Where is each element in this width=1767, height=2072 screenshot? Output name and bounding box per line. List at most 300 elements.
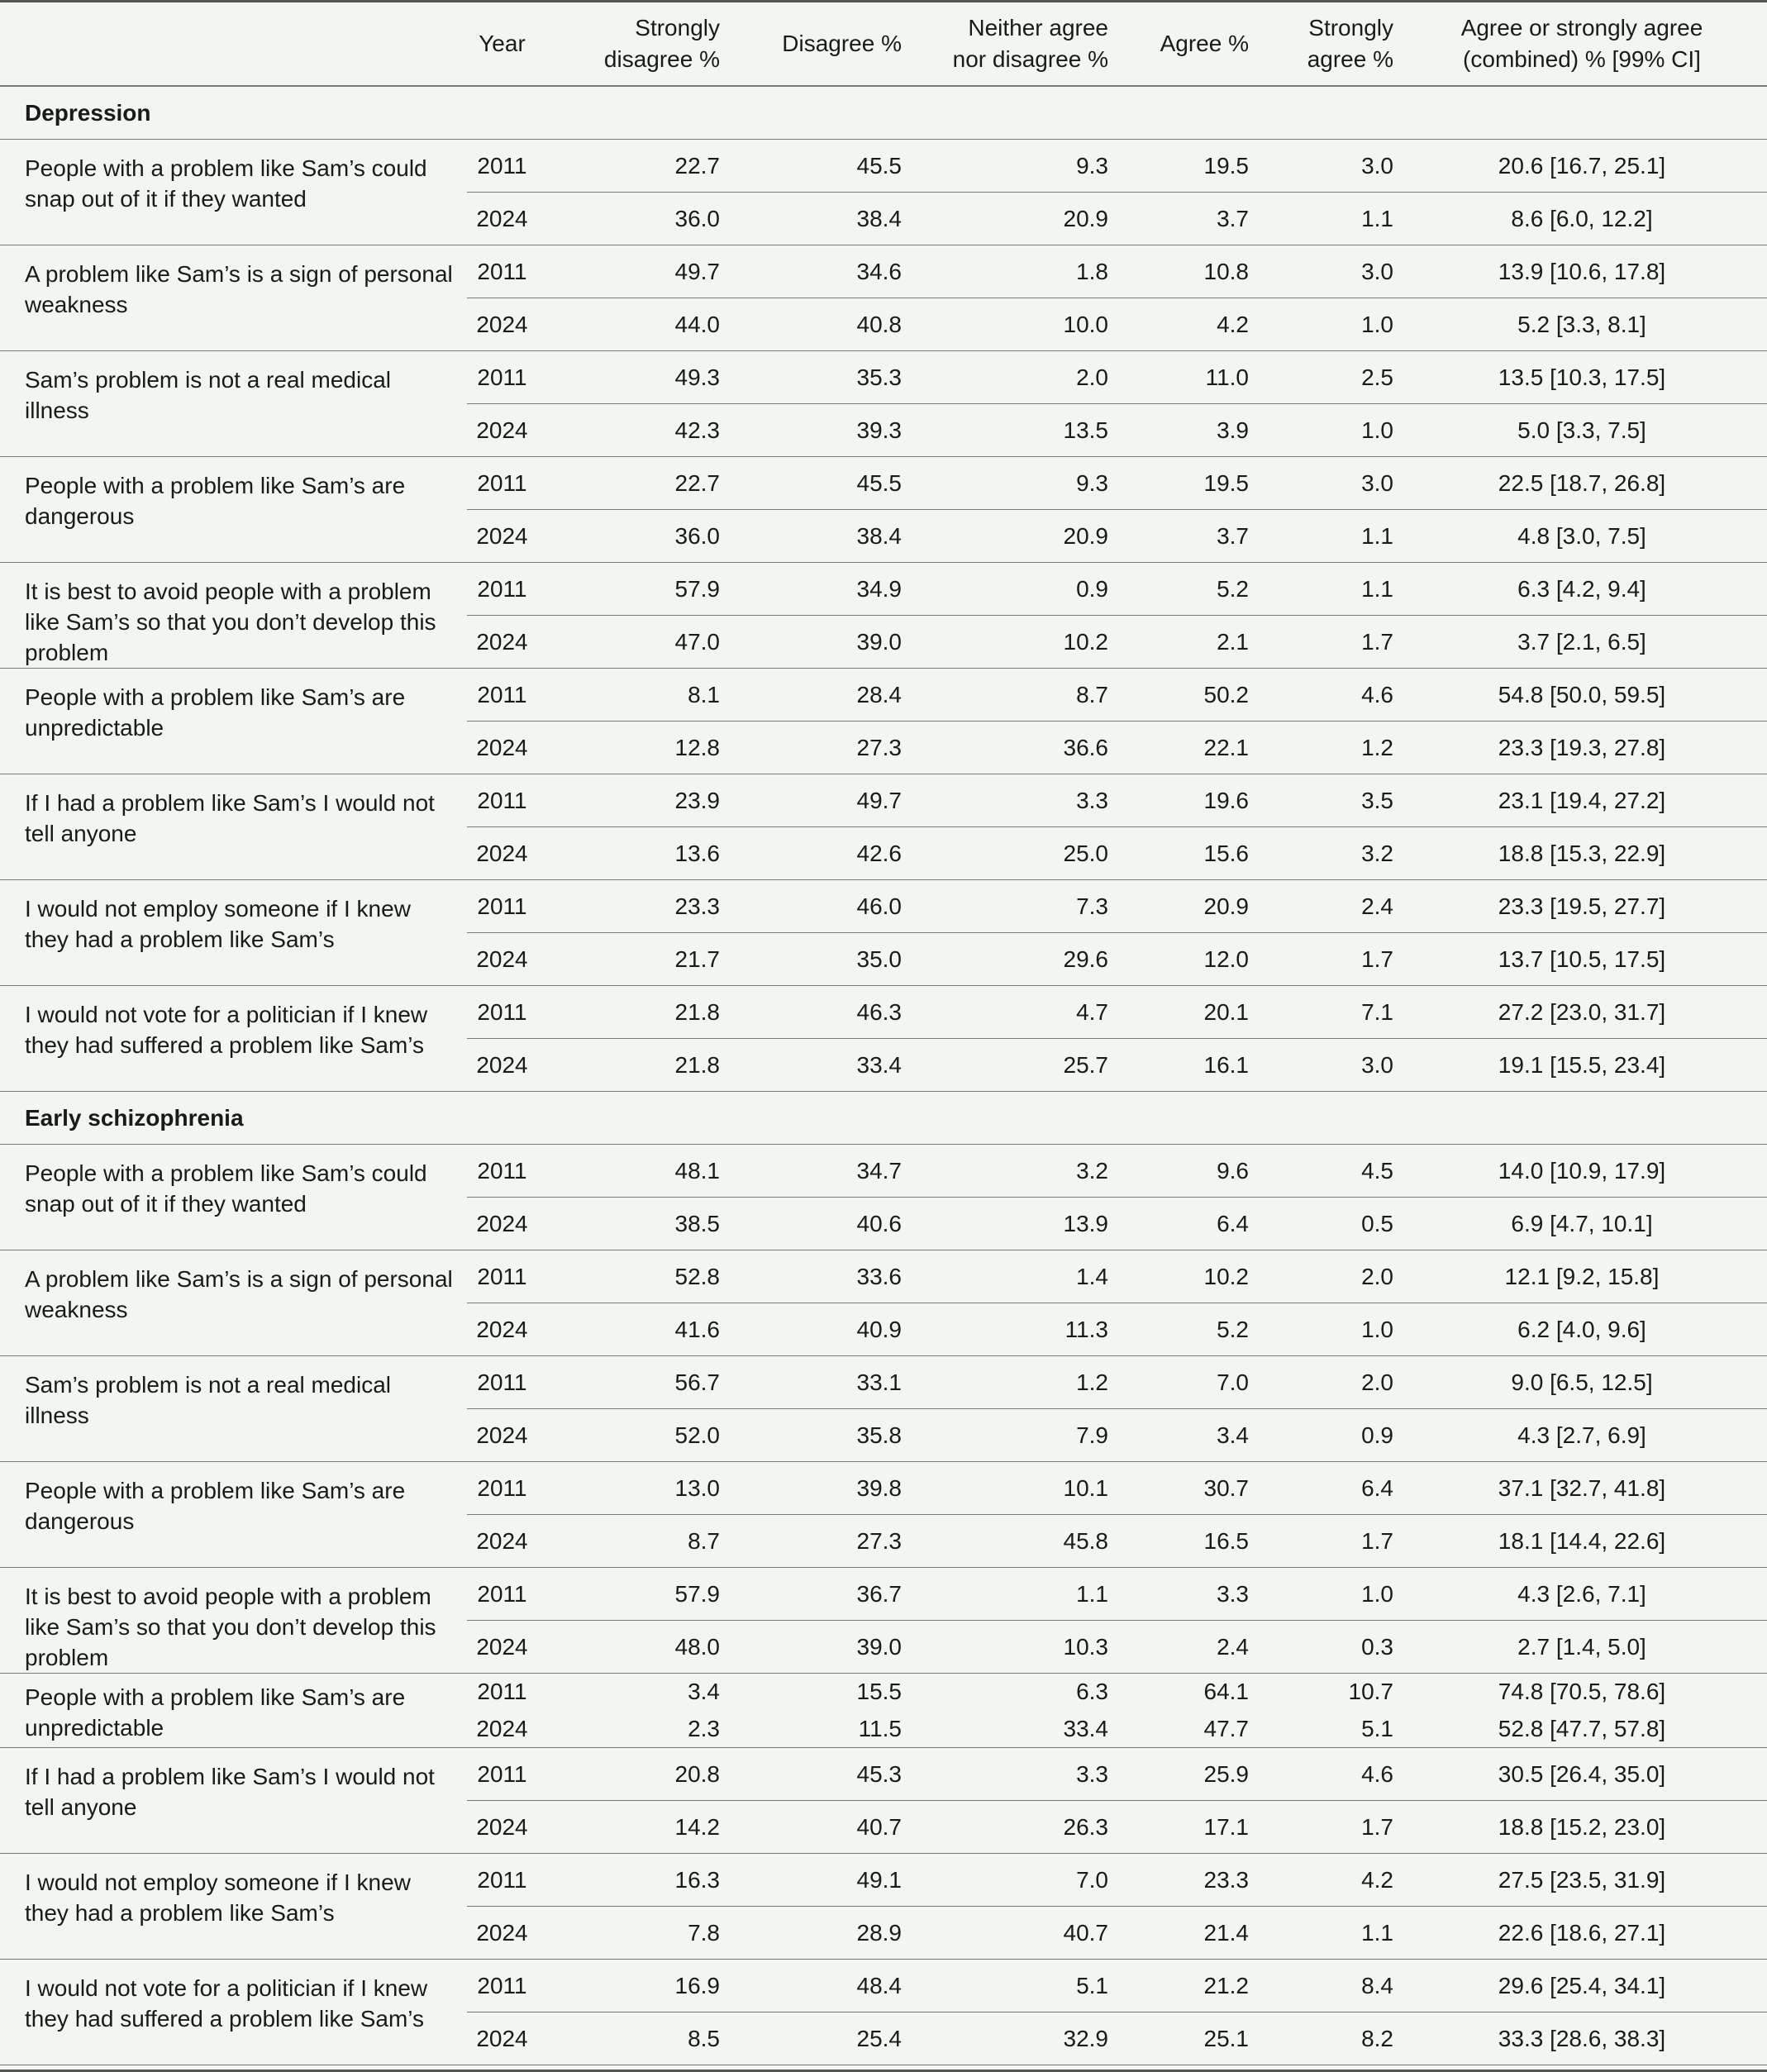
combined-cell: 13.7 [10.5, 17.5]: [1405, 932, 1767, 985]
year-cell: 2011: [467, 668, 537, 721]
agree-cell: 12.0: [1120, 932, 1260, 985]
strongly-agree-cell: 7.1: [1260, 985, 1405, 1038]
strongly-disagree-cell: 48.0: [537, 1620, 731, 1673]
strongly-agree-cell: 1.2: [1260, 721, 1405, 774]
table-row: [0, 350, 1767, 403]
neither-cell: 3.2: [913, 1144, 1120, 1197]
neither-cell: 4.7: [913, 985, 1120, 1038]
disagree-cell: 38.4: [731, 509, 913, 562]
disagree-cell: 34.9: [731, 562, 913, 615]
year-cell: 2011: [467, 1959, 537, 2012]
disagree-cell: 25.4: [731, 2012, 913, 2065]
agree-cell: 19.5: [1120, 456, 1260, 509]
combined-cell: 27.2 [23.0, 31.7]: [1405, 985, 1767, 1038]
year-cell: 2011: [467, 1567, 537, 1620]
strongly-disagree-cell: 12.8: [537, 721, 731, 774]
neither-cell: 7.9: [913, 1408, 1120, 1461]
combined-cell: 52.8 [47.7, 57.8]: [1405, 1710, 1767, 1747]
year-cell: 2011: [467, 1461, 537, 1514]
combined-cell: 2.7 [1.4, 5.0]: [1405, 1620, 1767, 1673]
combined-cell: 6.9 [4.7, 10.1]: [1405, 1197, 1767, 1250]
disagree-cell: 39.8: [731, 1461, 913, 1514]
disagree-cell: 39.3: [731, 403, 913, 456]
strongly-disagree-cell: 42.3: [537, 403, 731, 456]
statement-label: It is best to avoid people with a problem like Sam’s so that you don’t develop this problem: [0, 1567, 467, 1673]
strongly-disagree-cell: 47.0: [537, 615, 731, 668]
combined-cell: 23.3 [19.5, 27.7]: [1405, 879, 1767, 932]
neither-cell: 8.7: [913, 668, 1120, 721]
combined-cell: 13.9 [10.6, 17.8]: [1405, 245, 1767, 298]
table-header: [0, 2, 1767, 86]
year-cell: 2024: [467, 826, 537, 879]
strongly-disagree-cell: 22.7: [537, 139, 731, 192]
strongly-agree-cell: 1.0: [1260, 1567, 1405, 1620]
agree-cell: 30.7: [1120, 1461, 1260, 1514]
strongly-disagree-cell: 16.3: [537, 1853, 731, 1906]
table-row: [0, 562, 1767, 615]
neither-cell: 7.3: [913, 879, 1120, 932]
year-cell: 2011: [467, 245, 537, 298]
neither-cell: 1.1: [913, 1567, 1120, 1620]
neither-cell: 25.0: [913, 826, 1120, 879]
agree-cell: 23.3: [1120, 1853, 1260, 1906]
disagree-cell: 28.4: [731, 668, 913, 721]
section-title: Early schizophrenia: [0, 1091, 1767, 1144]
agree-cell: 2.1: [1120, 615, 1260, 668]
year-cell: 2024: [467, 1408, 537, 1461]
combined-cell: 13.5 [10.3, 17.5]: [1405, 350, 1767, 403]
agree-cell: 2.4: [1120, 1620, 1260, 1673]
neither-cell: 10.0: [913, 298, 1120, 350]
strongly-agree-cell: 1.0: [1260, 298, 1405, 350]
strongly-agree-cell: 3.5: [1260, 774, 1405, 826]
combined-cell: 18.8 [15.2, 23.0]: [1405, 1800, 1767, 1853]
agree-cell: 10.2: [1120, 1250, 1260, 1303]
combined-cell: 19.1 [15.5, 23.4]: [1405, 1038, 1767, 1091]
strongly-agree-cell: 0.5: [1260, 1197, 1405, 1250]
year-cell: 2024: [467, 1906, 537, 1959]
agree-cell: 3.9: [1120, 403, 1260, 456]
combined-cell: 30.5 [26.4, 35.0]: [1405, 1747, 1767, 1800]
strongly-agree-cell: 3.0: [1260, 1038, 1405, 1091]
strongly-agree-cell: 0.3: [1260, 1620, 1405, 1673]
year-cell: 2024: [467, 1800, 537, 1853]
agree-cell: 21.2: [1120, 1959, 1260, 2012]
disagree-cell: 35.8: [731, 1408, 913, 1461]
year-cell: 2011: [467, 1747, 537, 1800]
strongly-disagree-cell: 16.9: [537, 1959, 731, 2012]
strongly-disagree-cell: 21.8: [537, 985, 731, 1038]
strongly-disagree-cell: 21.7: [537, 932, 731, 985]
disagree-cell: 45.5: [731, 456, 913, 509]
strongly-agree-cell: 4.6: [1260, 668, 1405, 721]
strongly-disagree-cell: 48.1: [537, 1144, 731, 1197]
table-row: [0, 1673, 1767, 1710]
year-cell: 2024: [467, 2012, 537, 2065]
table-row: [0, 1355, 1767, 1408]
year-cell: 2024: [467, 192, 537, 245]
strongly-disagree-cell: 22.7: [537, 456, 731, 509]
strongly-disagree-cell: 7.8: [537, 1906, 731, 1959]
agree-cell: 7.0: [1120, 1355, 1260, 1408]
strongly-agree-cell: 1.7: [1260, 615, 1405, 668]
table-row: [0, 985, 1767, 1038]
strongly-agree-cell: 4.5: [1260, 1144, 1405, 1197]
strongly-disagree-cell: 23.9: [537, 774, 731, 826]
combined-cell: 12.1 [9.2, 15.8]: [1405, 1250, 1767, 1303]
agree-cell: 3.3: [1120, 1567, 1260, 1620]
statement-label: A problem like Sam’s is a sign of personal weakness: [0, 1250, 467, 1355]
disagree-cell: 33.6: [731, 1250, 913, 1303]
year-cell: 2024: [467, 403, 537, 456]
strongly-agree-cell: 1.1: [1260, 1906, 1405, 1959]
agree-cell: 19.5: [1120, 139, 1260, 192]
strongly-disagree-cell: 49.7: [537, 245, 731, 298]
combined-cell: 14.0 [10.9, 17.9]: [1405, 1144, 1767, 1197]
combined-cell: 6.2 [4.0, 9.6]: [1405, 1303, 1767, 1355]
strongly-disagree-cell: 14.2: [537, 1800, 731, 1853]
strongly-agree-cell: 1.7: [1260, 1800, 1405, 1853]
year-cell: 2011: [467, 985, 537, 1038]
table-row: [0, 245, 1767, 298]
disagree-cell: 40.6: [731, 1197, 913, 1250]
agree-cell: 5.2: [1120, 562, 1260, 615]
year-cell: 2011: [467, 879, 537, 932]
combined-cell: 5.0 [3.3, 7.5]: [1405, 403, 1767, 456]
year-cell: 2024: [467, 509, 537, 562]
combined-cell: 4.8 [3.0, 7.5]: [1405, 509, 1767, 562]
strongly-disagree-cell: 41.6: [537, 1303, 731, 1355]
strongly-agree-cell: 1.1: [1260, 562, 1405, 615]
strongly-disagree-cell: 20.8: [537, 1747, 731, 1800]
statement-label: People with a problem like Sam’s could snap out of it if they wanted: [0, 139, 467, 245]
disagree-cell: 36.7: [731, 1567, 913, 1620]
disagree-cell: 35.0: [731, 932, 913, 985]
year-cell: 2024: [467, 721, 537, 774]
table-row: [0, 1567, 1767, 1620]
year-cell: 2011: [467, 139, 537, 192]
disagree-cell: 15.5: [856, 1679, 902, 1705]
strongly-disagree-cell: 56.7: [537, 1355, 731, 1408]
agree-cell: 5.2: [1120, 1303, 1260, 1355]
agree-cell: 4.2: [1120, 298, 1260, 350]
section-heading-row: [0, 1091, 1767, 1144]
neither-cell: 1.4: [913, 1250, 1120, 1303]
table-row: [0, 1959, 1767, 2012]
strongly-agree-cell: 4.2: [1260, 1853, 1405, 1906]
agree-cell: 25.1: [1120, 2012, 1260, 2065]
combined-cell: 37.1 [32.7, 41.8]: [1405, 1461, 1767, 1514]
neither-cell: 10.2: [913, 615, 1120, 668]
strongly-disagree-cell: 8.1: [537, 668, 731, 721]
year-cell: 2024: [467, 932, 537, 985]
statement-label: People with a problem like Sam’s are unpredictable: [0, 668, 467, 774]
strongly-disagree-cell: 44.0: [537, 298, 731, 350]
strongly-disagree-cell: 52.8: [537, 1250, 731, 1303]
header-neither: Neither agree nor disagree %: [913, 2, 1120, 86]
disagree-cell: 40.9: [731, 1303, 913, 1355]
disagree-cell: 39.0: [731, 615, 913, 668]
disagree-cell: 40.8: [731, 298, 913, 350]
year-cell: 2011: [467, 562, 537, 615]
year-cell: 2011: [467, 774, 537, 826]
section-heading-row: [0, 86, 1767, 139]
strongly-agree-cell: 8.2: [1260, 2012, 1405, 2065]
agree-cell: 3.4: [1120, 1408, 1260, 1461]
agree-cell: 20.9: [1120, 879, 1260, 932]
neither-cell: 6.3: [1076, 1679, 1108, 1705]
strongly-disagree-cell: 57.9: [537, 562, 731, 615]
agree-cell: 16.5: [1120, 1514, 1260, 1567]
strongly-disagree-cell: 8.5: [537, 2012, 731, 2065]
combined-cell: 74.8 [70.5, 78.6]: [1498, 1679, 1666, 1705]
combined-cell: 22.5 [18.7, 26.8]: [1405, 456, 1767, 509]
disagree-cell: 46.3: [731, 985, 913, 1038]
disagree-cell: 45.3: [731, 1747, 913, 1800]
strongly-agree-cell: 1.1: [1260, 192, 1405, 245]
strongly-agree-cell: 1.0: [1260, 403, 1405, 456]
agree-cell: 3.7: [1120, 192, 1260, 245]
header-item: [0, 2, 467, 86]
strongly-agree-cell: 1.7: [1260, 1514, 1405, 1567]
disagree-cell: 34.7: [731, 1144, 913, 1197]
statement-label: It is best to avoid people with a problem like Sam’s so that you don’t develop this problem: [0, 562, 467, 668]
statement-label: People with a problem like Sam’s could snap out of it if they wanted: [0, 1144, 467, 1250]
agree-cell: 11.0: [1120, 350, 1260, 403]
year-cell: 2011: [467, 1250, 537, 1303]
combined-cell: 5.2 [3.3, 8.1]: [1405, 298, 1767, 350]
neither-cell: 7.0: [913, 1853, 1120, 1906]
strongly-agree-cell: 8.4: [1260, 1959, 1405, 2012]
year-cell: 2024: [467, 1303, 537, 1355]
agree-cell: 64.1: [1203, 1679, 1249, 1705]
neither-cell: 20.9: [913, 192, 1120, 245]
strongly-disagree-cell: 49.3: [537, 350, 731, 403]
strongly-agree-cell: 3.2: [1260, 826, 1405, 879]
neither-cell: 1.2: [913, 1355, 1120, 1408]
year-cell: 2011: [467, 1355, 537, 1408]
table-row: [0, 668, 1767, 721]
neither-cell: 45.8: [913, 1514, 1120, 1567]
table-row: [0, 456, 1767, 509]
neither-cell: 2.0: [913, 350, 1120, 403]
strongly-agree-cell: 1.7: [1260, 932, 1405, 985]
table-row: [0, 1853, 1767, 1906]
statement-label: Sam’s problem is not a real medical illness: [0, 1355, 467, 1461]
combined-cell: 18.1 [14.4, 22.6]: [1405, 1514, 1767, 1567]
neither-cell: 5.1: [913, 1959, 1120, 2012]
neither-cell: 13.5: [913, 403, 1120, 456]
strongly-agree-cell: 2.0: [1260, 1355, 1405, 1408]
header-disagree: Disagree %: [731, 2, 913, 86]
statement-label: I would not vote for a politician if I knew they had suffered a problem like Sam’s: [0, 1959, 467, 2065]
strongly-agree-cell: 3.0: [1260, 139, 1405, 192]
neither-cell: 32.9: [913, 2012, 1120, 2065]
agree-cell: 17.1: [1120, 1800, 1260, 1853]
statement-label: People with a problem like Sam’s are dangerous: [0, 1461, 467, 1567]
strongly-agree-cell: 2.0: [1260, 1250, 1405, 1303]
disagree-cell: 27.3: [731, 1514, 913, 1567]
disagree-cell: 34.6: [731, 245, 913, 298]
neither-cell: 20.9: [913, 509, 1120, 562]
neither-cell: 0.9: [913, 562, 1120, 615]
combined-cell: 23.3 [19.3, 27.8]: [1405, 721, 1767, 774]
statement-label: Sam’s problem is not a real medical illness: [0, 350, 467, 456]
statement-label: If I had a problem like Sam’s I would not tell anyone: [0, 1747, 467, 1853]
combined-cell: 4.3 [2.6, 7.1]: [1405, 1567, 1767, 1620]
neither-cell: 13.9: [913, 1197, 1120, 1250]
strongly-disagree-cell: 13.6: [537, 826, 731, 879]
strongly-disagree-cell: 13.0: [537, 1461, 731, 1514]
strongly-disagree-cell: 3.4: [688, 1679, 720, 1705]
neither-cell: 9.3: [913, 139, 1120, 192]
strongly-agree-cell: 1.1: [1260, 509, 1405, 562]
table-body: [0, 86, 1767, 2065]
neither-cell: 33.4: [913, 1710, 1120, 1747]
disagree-cell: 48.4: [731, 1959, 913, 2012]
statement-label: I would not employ someone if I knew they had a problem like Sam’s: [0, 879, 467, 985]
disagree-cell: 35.3: [731, 350, 913, 403]
year-cell: 2024: [467, 298, 537, 350]
agree-cell: 3.7: [1120, 509, 1260, 562]
table-row: [0, 879, 1767, 932]
strongly-agree-cell: 5.1: [1260, 1710, 1405, 1747]
section-title: Depression: [0, 86, 1767, 139]
agree-cell: 6.4: [1120, 1197, 1260, 1250]
combined-cell: 3.7 [2.1, 6.5]: [1405, 615, 1767, 668]
statement-label: People with a problem like Sam’s are unpredictable: [0, 1673, 467, 1747]
strongly-agree-cell: 10.7: [1348, 1679, 1393, 1705]
strongly-agree-cell: 3.0: [1260, 456, 1405, 509]
year-cell: 2024: [467, 1197, 537, 1250]
agree-cell: 25.9: [1120, 1747, 1260, 1800]
neither-cell: 40.7: [913, 1906, 1120, 1959]
agree-cell: 47.7: [1120, 1710, 1260, 1747]
neither-cell: 26.3: [913, 1800, 1120, 1853]
agree-cell: 16.1: [1120, 1038, 1260, 1091]
header-combined: Agree or strongly agree (combined) % [99% CI]: [1405, 2, 1767, 86]
table-row: [0, 1144, 1767, 1197]
combined-cell: 20.6 [16.7, 25.1]: [1405, 139, 1767, 192]
combined-cell: 54.8 [50.0, 59.5]: [1405, 668, 1767, 721]
combined-cell: 22.6 [18.6, 27.1]: [1405, 1906, 1767, 1959]
agree-cell: 20.1: [1120, 985, 1260, 1038]
year-cell: 2024: [467, 1038, 537, 1091]
disagree-cell: 33.1: [731, 1355, 913, 1408]
year-cell: 2011: [467, 456, 537, 509]
neither-cell: 25.7: [913, 1038, 1120, 1091]
disagree-cell: 38.4: [731, 192, 913, 245]
strongly-disagree-cell: 8.7: [537, 1514, 731, 1567]
strongly-agree-cell: 3.0: [1260, 245, 1405, 298]
neither-cell: 36.6: [913, 721, 1120, 774]
agree-cell: 10.8: [1120, 245, 1260, 298]
neither-cell: 9.3: [913, 456, 1120, 509]
year-cell: 2011: [467, 1144, 537, 1197]
strongly-disagree-cell: 36.0: [537, 192, 731, 245]
header-strongly-disagree: Strongly disagree %: [537, 2, 731, 86]
strongly-agree-cell: 4.6: [1260, 1747, 1405, 1800]
strongly-agree-cell: 2.5: [1260, 350, 1405, 403]
stigma-attitudes-table: [0, 2, 1767, 2065]
disagree-cell: 33.4: [731, 1038, 913, 1091]
statement-label: A problem like Sam’s is a sign of personal weakness: [0, 245, 467, 350]
strongly-disagree-cell: 21.8: [537, 1038, 731, 1091]
disagree-cell: 39.0: [731, 1620, 913, 1673]
agree-cell: 21.4: [1120, 1906, 1260, 1959]
disagree-cell: 45.5: [731, 139, 913, 192]
disagree-cell: 27.3: [731, 721, 913, 774]
strongly-disagree-cell: 23.3: [537, 879, 731, 932]
table-row: [0, 139, 1767, 192]
strongly-agree-cell: 6.4: [1260, 1461, 1405, 1514]
year-cell: 2024: [467, 1620, 537, 1673]
statement-label: If I had a problem like Sam’s I would not tell anyone: [0, 774, 467, 879]
year-cell: 2011: [477, 1679, 527, 1705]
header-agree: Agree %: [1120, 2, 1260, 86]
statement-label: People with a problem like Sam’s are dangerous: [0, 456, 467, 562]
table-row: [0, 1461, 1767, 1514]
disagree-cell: 49.7: [731, 774, 913, 826]
combined-cell: 4.3 [2.7, 6.9]: [1405, 1408, 1767, 1461]
statement-label: I would not employ someone if I knew they had a problem like Sam’s: [0, 1853, 467, 1959]
combined-cell: 8.6 [6.0, 12.2]: [1405, 192, 1767, 245]
strongly-disagree-cell: 2.3: [537, 1710, 731, 1747]
agree-cell: 19.6: [1120, 774, 1260, 826]
neither-cell: 1.8: [913, 245, 1120, 298]
table-row: [0, 774, 1767, 826]
agree-cell: 22.1: [1120, 721, 1260, 774]
combined-cell: 23.1 [19.4, 27.2]: [1405, 774, 1767, 826]
neither-cell: 29.6: [913, 932, 1120, 985]
agree-cell: 15.6: [1120, 826, 1260, 879]
year-cell: 2024: [467, 1514, 537, 1567]
year-cell: 2011: [467, 1853, 537, 1906]
combined-cell: 6.3 [4.2, 9.4]: [1405, 562, 1767, 615]
strongly-disagree-cell: 36.0: [537, 509, 731, 562]
table-row: [0, 1250, 1767, 1303]
combined-cell: 9.0 [6.5, 12.5]: [1405, 1355, 1767, 1408]
combined-cell: 33.3 [28.6, 38.3]: [1405, 2012, 1767, 2065]
neither-cell: 3.3: [913, 774, 1120, 826]
disagree-cell: 49.1: [731, 1853, 913, 1906]
combined-cell: 18.8 [15.3, 22.9]: [1405, 826, 1767, 879]
disagree-cell: 42.6: [731, 826, 913, 879]
header-year: Year: [467, 2, 537, 86]
neither-cell: 3.3: [913, 1747, 1120, 1800]
agree-cell: 50.2: [1120, 668, 1260, 721]
strongly-disagree-cell: 38.5: [537, 1197, 731, 1250]
combined-cell: 27.5 [23.5, 31.9]: [1405, 1853, 1767, 1906]
neither-cell: 10.3: [913, 1620, 1120, 1673]
year-cell: 2011: [467, 350, 537, 403]
table-row: [0, 1747, 1767, 1800]
statement-label: I would not vote for a politician if I knew they had suffered a problem like Sam’s: [0, 985, 467, 1091]
strongly-agree-cell: 1.0: [1260, 1303, 1405, 1355]
combined-cell: 29.6 [25.4, 34.1]: [1405, 1959, 1767, 2012]
disagree-cell: 11.5: [731, 1710, 913, 1747]
neither-cell: 11.3: [913, 1303, 1120, 1355]
disagree-cell: 28.9: [731, 1906, 913, 1959]
agree-cell: 9.6: [1120, 1144, 1260, 1197]
strongly-disagree-cell: 52.0: [537, 1408, 731, 1461]
header-strongly-agree: Strongly agree %: [1260, 2, 1405, 86]
disagree-cell: 40.7: [731, 1800, 913, 1853]
strongly-agree-cell: 2.4: [1260, 879, 1405, 932]
strongly-disagree-cell: 57.9: [537, 1567, 731, 1620]
strongly-agree-cell: 0.9: [1260, 1408, 1405, 1461]
year-cell: 2024: [467, 1710, 537, 1747]
